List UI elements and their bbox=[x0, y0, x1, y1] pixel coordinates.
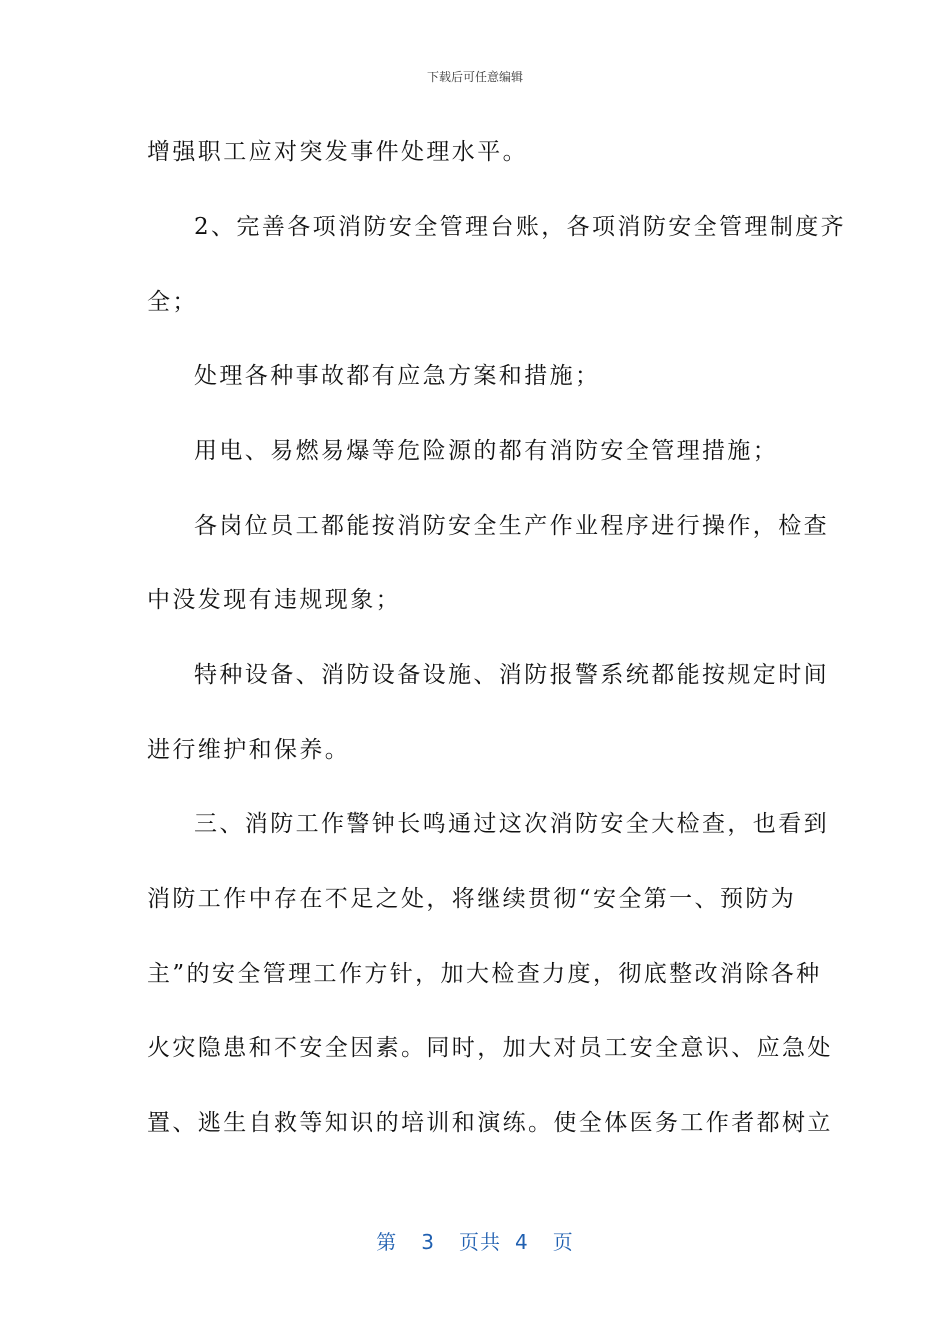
body-line-14: 置、逃生自救等知识的培训和演练。使全体医务工作者都树立 bbox=[147, 1110, 833, 1136]
body-line-13: 火灾隐患和不安全因素。同时，加大对员工安全意识、应急处 bbox=[147, 1035, 833, 1061]
footer-suffix: 页 bbox=[552, 1230, 574, 1254]
footer-middle: 页共 bbox=[459, 1230, 501, 1254]
body-line-9: 进行维护和保养。 bbox=[147, 737, 351, 763]
page-footer bbox=[0, 1226, 950, 1255]
page-header-note: 下载后可任意编辑 bbox=[426, 70, 523, 84]
body-line-7: 中没发现有违规现象； bbox=[147, 587, 401, 613]
footer-page-number: 3 bbox=[421, 1230, 435, 1254]
body-line-11: 消防工作中存在不足之处，将继续贯彻“安全第一、预防为 bbox=[147, 886, 797, 912]
body-line-12: 主”的安全管理工作方针，加大检查力度，彻底整改消除各种 bbox=[147, 961, 822, 987]
body-line-10: 三、消防工作警钟长鸣通过这次消防安全大检查，也看到 bbox=[194, 811, 829, 837]
body-line-4: 处理各种事故都有应急方案和措施； bbox=[194, 363, 601, 389]
body-line-8: 特种设备、消防设备设施、消防报警系统都能按规定时间 bbox=[194, 662, 829, 688]
footer-total-pages: 4 bbox=[515, 1230, 529, 1254]
body-line-1: 增强职工应对突发事件处理水平。 bbox=[147, 139, 528, 165]
body-line-6: 各岗位员工都能按消防安全生产作业程序进行操作，检查 bbox=[194, 513, 829, 539]
body-line-2: 2、完善各项消防安全管理台账，各项消防安全管理制度齐 bbox=[194, 214, 847, 240]
body-line-5: 用电、易燃易爆等危险源的都有消防安全管理措施； bbox=[194, 438, 779, 464]
footer-prefix: 第 bbox=[376, 1230, 398, 1254]
body-line-3: 全； bbox=[147, 289, 198, 315]
